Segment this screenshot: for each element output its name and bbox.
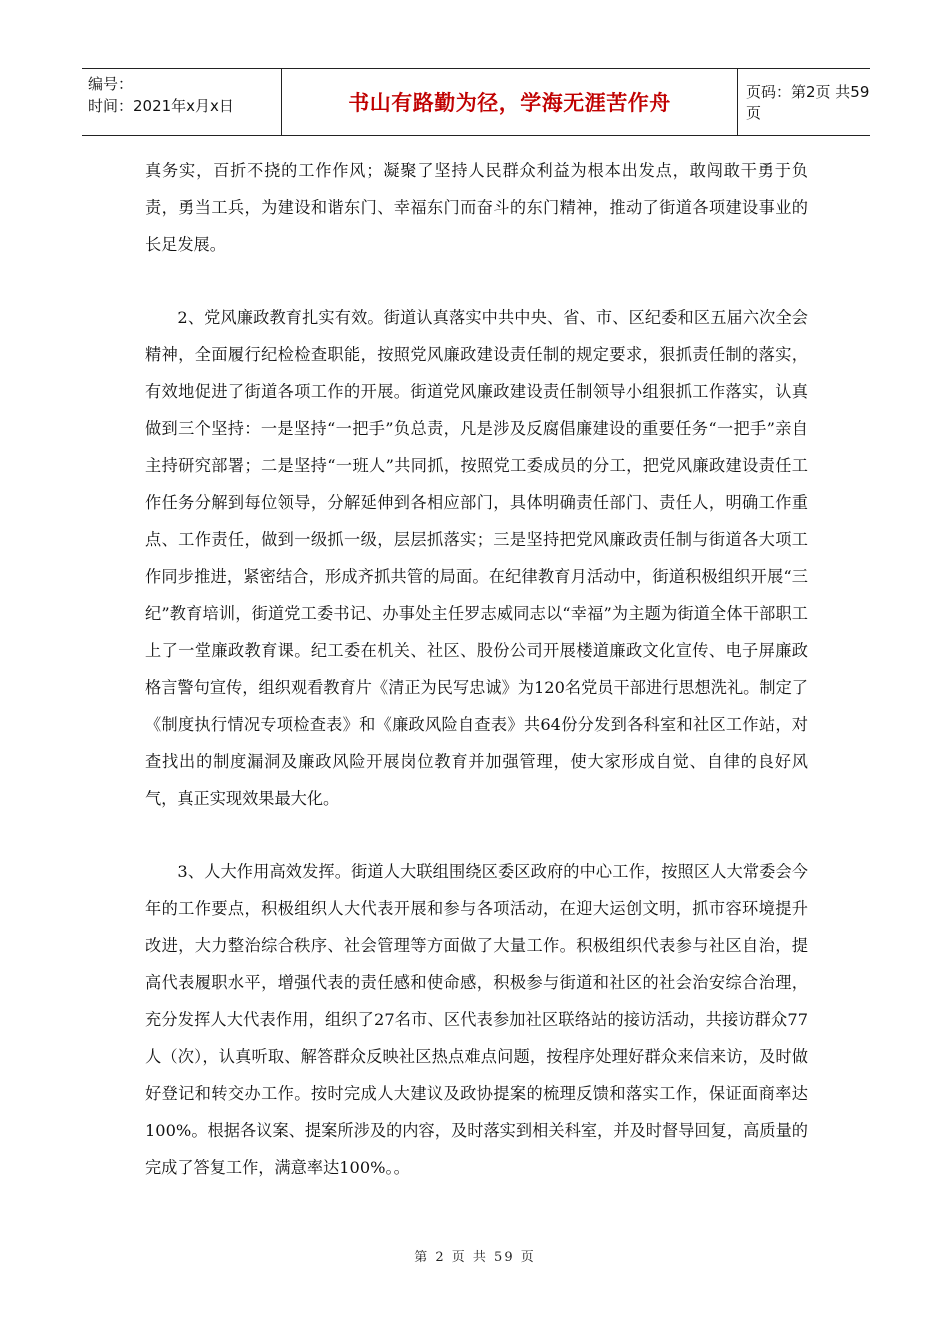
paragraph-gap bbox=[145, 817, 808, 853]
header-motto-cell bbox=[282, 69, 738, 135]
document-header bbox=[82, 68, 870, 136]
document-date: 时间：2021年x月x日 bbox=[88, 97, 234, 115]
header-meta-cell bbox=[82, 69, 282, 135]
paragraph-gap bbox=[145, 263, 808, 299]
paragraph-continuation: 真务实，百折不挠的工作作风；凝聚了坚持人民群众利益为根本出发点，敢闯敢干勇于负责，勇当工兵，为建设和谐东门、幸福东门而奋斗的东门精神，推动了街道各项建设事业的长足发展。 bbox=[145, 161, 808, 254]
document-body bbox=[145, 152, 808, 1186]
header-page-cell bbox=[738, 69, 870, 135]
page-footer: 第 2 页 共 59 页 bbox=[414, 1250, 536, 1265]
document-number-label: 编号： bbox=[88, 75, 134, 93]
paragraph-npc-role: 3、人大作用高效发挥。街道人大联组围绕区委区政府的中心工作，按照区人大常委会今年的工作要点，积极组织人大代表开展和参与各项活动，在迎大运创文明，抓市容环境提升改进，大力整治综合秩序、社会管理等方面做了大量工作。积极组织代表参与社区自治，提高代表履职水平，增强代表的责任感和使命感，积极参与街道和社区的社会治安综合治理，充分发挥人大代表作用，组织了27名市、区代表参加社区联络站的接访活动，共接访群众77人（次），认真听取、解答群众反映社区热点难点问题，按程序处理好群众来信来访，及时做好登记和转交办工作。按时完成人大建议及政协提案的梳理反馈和落实工作，保证面商率达100%。根据各议案、提案所涉及的内容，及时落实到相关科室，并及时督导回复，高质量的完成了答复工作，满意率达100%。。 bbox=[145, 862, 808, 1177]
header-motto: 书山有路勤为径，学海无涯苦作舟 bbox=[348, 91, 671, 115]
header-page-info: 页码：第2页 共59页 bbox=[746, 83, 870, 122]
paragraph-party-integrity: 2、党风廉政教育扎实有效。街道认真落实中共中央、省、市、区纪委和区五届六次全会精神，全面履行纪检检查职能，按照党风廉政建设责任制的规定要求，狠抓责任制的落实，有效地促进了街道各项工作的开展。街道党风廉政建设责任制领导小组狠抓工作落实，认真做到三个坚持：一是坚持“一把手”负总责，凡是涉及反腐倡廉建设的重要任务“一把手”亲自主持研究部署；二是坚持“一班人”共同抓，按照党工委成员的分工，把党风廉政建设责任工作任务分解到每位领导，分解延伸到各相应部门，具体明确责任部门、责任人，明确工作重点、工作责任，做到一级抓一级，层层抓落实；三是坚持把党风廉政责任制与街道各大项工作同步推进，紧密结合，形成齐抓共管的局面。在纪律教育月活动中，街道积极组织开展“三纪”教育培训，街道党工委书记、办事处主任罗志威同志以“幸福”为主题为街道全体干部职工上了一堂廉政教育课。纪工委在机关、社区、股份公司开展楼道廉政文化宣传、电子屏廉政格言警句宣传，组织观看教育片《清正为民写忠诚》为120名党员干部进行思想洗礼。制定了《制度执行情况专项检查表》和《廉政风险自查表》共64份分发到各科室和社区工作站，对查找出的制度漏洞及廉政风险开展岗位教育并加强管理，使大家形成自觉、自律的良好风气，真正实现效果最大化。 bbox=[145, 308, 808, 808]
